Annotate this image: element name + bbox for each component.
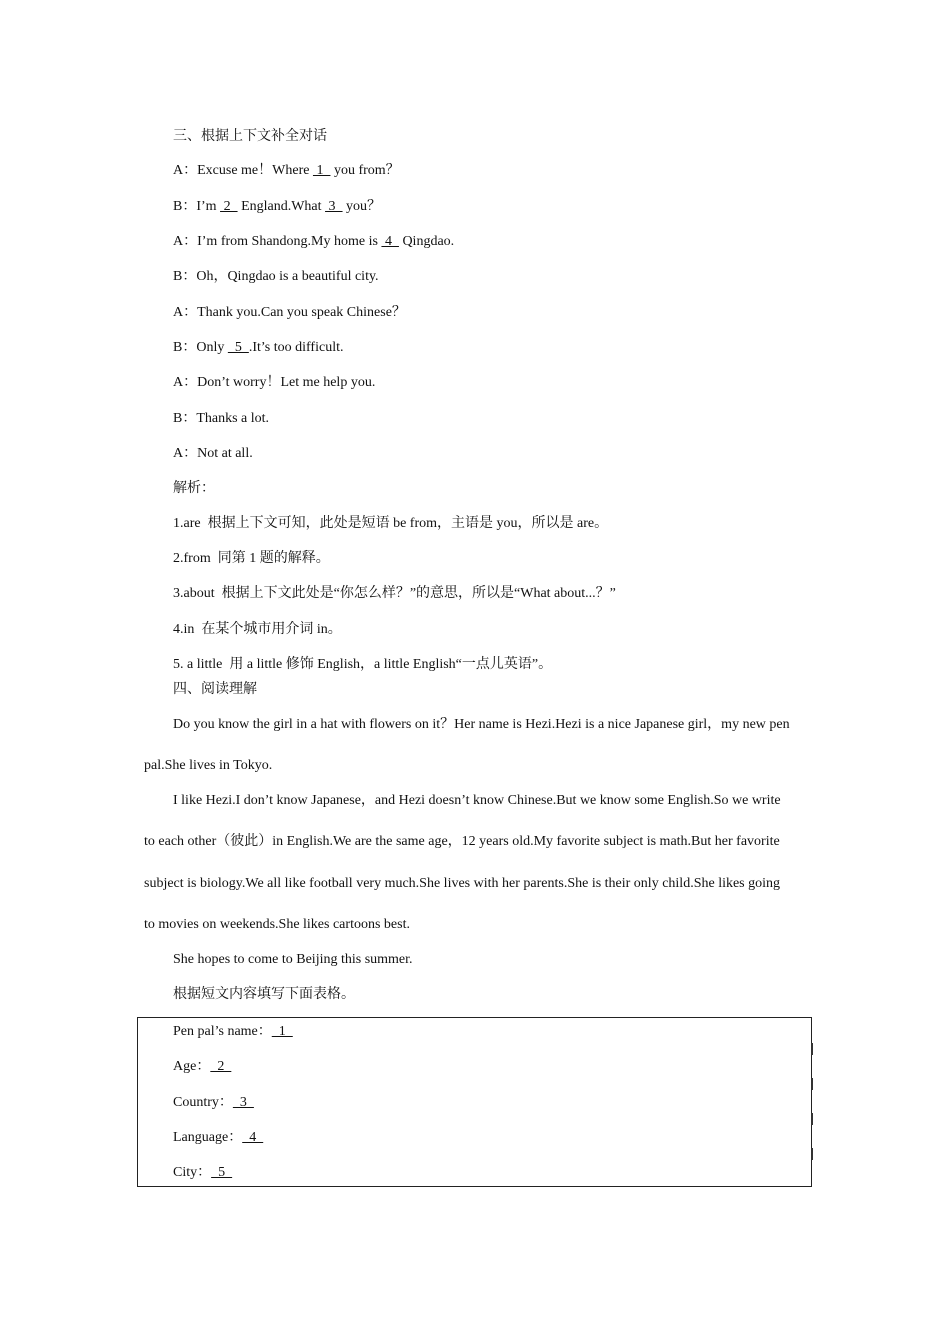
passage-p2-line4: to movies on weekends.She likes cartoons best.	[144, 917, 410, 932]
table-row-city	[173, 1164, 232, 1182]
dialogue-text: you？	[342, 199, 382, 214]
dialogue-text: Qingdao.	[398, 234, 455, 249]
passage-p2-line1: I like Hezi.I don’t know Japanese，and Hezi doesn’t know Chinese.But we know some English.So we write	[173, 793, 781, 808]
dialogue-line-7: A：Don’t worry！Let me help you.	[173, 375, 376, 390]
table-row-language	[173, 1129, 263, 1147]
passage-p2-line3: subject is biology.We all like football very much.She lives with her parents.She is their only child.She likes going	[144, 876, 781, 891]
table-blank-2: 2	[210, 1059, 232, 1074]
table-blank-3: 3	[232, 1095, 254, 1110]
dialogue-text: you from？	[330, 163, 400, 178]
dialogue-text: A：Excuse me！Where	[173, 163, 313, 178]
table-row-name	[173, 1023, 293, 1041]
passage-p3: She hopes to come to Beijing this summer.	[173, 952, 413, 967]
table-label: Country：	[173, 1095, 233, 1110]
analysis-item-3: 3.about 根据上下文此处是“你怎么样？”的意思，所以是“What about...？”	[173, 586, 616, 601]
analysis-item-2: 2.from 同第 1 题的解释。	[173, 551, 330, 566]
table-label: Language：	[173, 1130, 243, 1145]
passage-p1-line2: pal.She lives in Tokyo.	[144, 758, 273, 773]
dialogue-line-6	[173, 339, 343, 357]
dialogue-line-1	[173, 162, 400, 180]
blank-4: 4	[381, 234, 399, 249]
table-blank-4: 4	[242, 1130, 264, 1145]
passage-p1-line1: Do you know the girl in a hat with flowers on it？Her name is Hezi.Hezi is a nice Japanese girl，my new pen	[173, 717, 790, 732]
table-blank-5: 5	[211, 1165, 233, 1180]
passage-p2-line2: to each other（彼此）in English.We are the same age，12 years old.My favorite subject is math.But her favorite	[144, 834, 780, 849]
analysis-item-5: 5. a little 用 a little 修饰 English，a little English“一点儿英语”。	[173, 657, 553, 672]
analysis-item-4: 4.in 在某个城市用介词 in。	[173, 622, 342, 637]
border-tick	[811, 1043, 813, 1055]
table-label: City：	[173, 1165, 212, 1180]
table-blank-1: 1	[271, 1024, 293, 1039]
dialogue-line-8: B：Thanks a lot.	[173, 411, 270, 426]
dialogue-text: .It’s too difficult.	[248, 340, 344, 355]
blank-3: 3	[325, 199, 343, 214]
dialogue-line-2	[173, 198, 381, 216]
dialogue-line-5: A：Thank you.Can you speak Chinese？	[173, 305, 406, 320]
blank-2: 2	[220, 199, 238, 214]
border-tick	[811, 1113, 813, 1125]
section4-heading: 四、阅读理解	[173, 682, 257, 697]
dialogue-text: B：Only	[173, 340, 228, 355]
dialogue-text: A：I’m from Shandong.My home is	[173, 234, 382, 249]
dialogue-text: B：I’m	[173, 199, 221, 214]
border-tick	[811, 1148, 813, 1160]
dialogue-text: England.What	[237, 199, 326, 214]
dialogue-line-3	[173, 233, 454, 251]
dialogue-line-4: B：Oh，Qingdao is a beautiful city.	[173, 269, 379, 284]
analysis-item-1: 1.are 根据上下文可知，此处是短语 be from，主语是 you，所以是 are。	[173, 516, 609, 531]
border-tick	[811, 1078, 813, 1090]
dialogue-line-9: A：Not at all.	[173, 446, 253, 461]
table-label: Pen pal’s name：	[173, 1024, 272, 1039]
table-row-country	[173, 1094, 254, 1112]
section3-heading: 三、根据上下文补全对话	[173, 129, 327, 144]
table-row-age	[173, 1058, 231, 1076]
table-label: Age：	[173, 1059, 211, 1074]
blank-5: 5	[227, 340, 249, 355]
blank-1: 1	[312, 163, 331, 178]
analysis-label: 解析：	[173, 481, 215, 496]
table-instruction: 根据短文内容填写下面表格。	[173, 987, 355, 1002]
